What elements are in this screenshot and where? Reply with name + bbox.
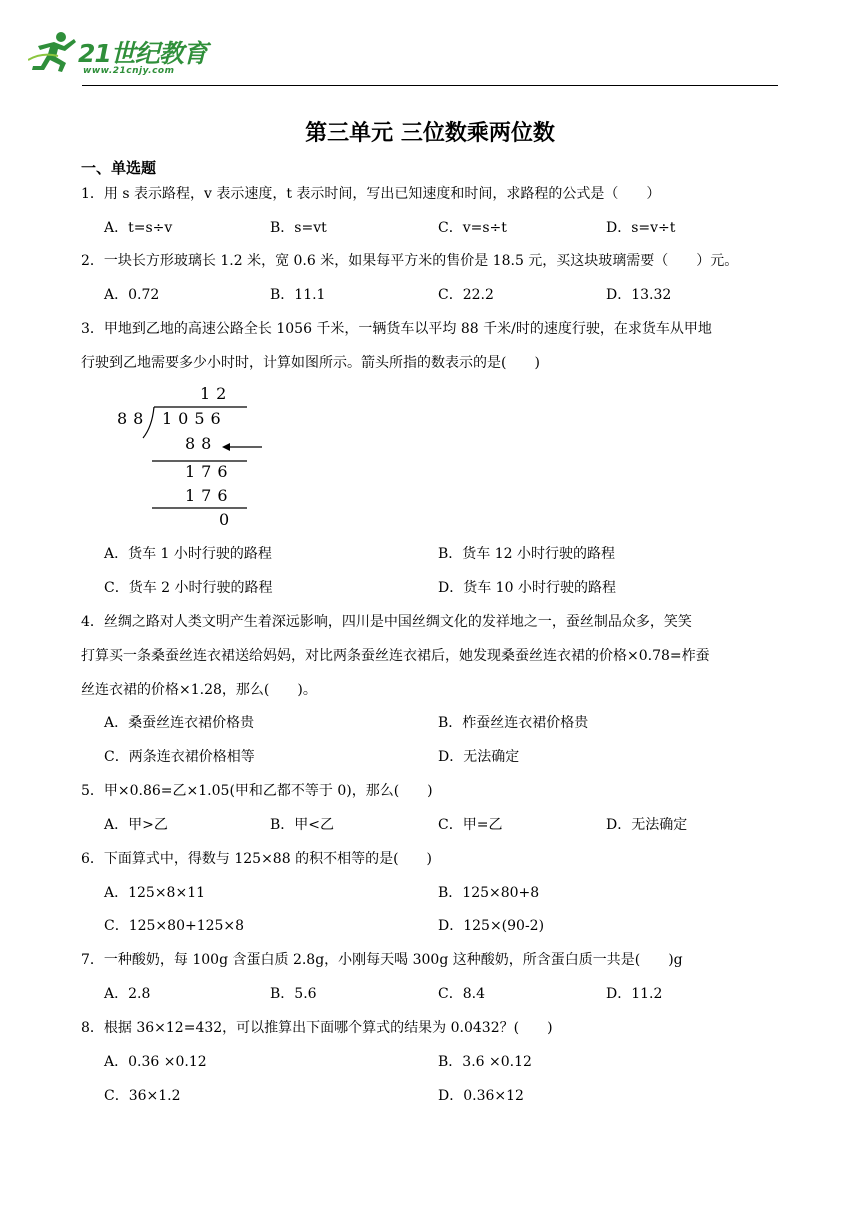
page-title: 第三单元 三位数乘两位数 <box>305 121 555 146</box>
runner-icon <box>28 30 80 74</box>
division-remainder: 0 <box>219 510 236 529</box>
q4-option-b: B．柞蚕丝连衣裙价格贵 <box>438 715 589 731</box>
question-1-text: 1．用 s 表示路程，v 表示速度，t 表示时间，写出已知速度和时间，求路程的公式是（ ） <box>81 186 661 202</box>
section-heading: 一、单选题 <box>81 159 157 177</box>
q7-option-a: A．2.8 <box>104 986 151 1002</box>
q8-option-b: B．3.6 ×0.12 <box>438 1054 532 1070</box>
q6-option-a: A．125×8×11 <box>104 885 206 901</box>
q2-option-a: A．0.72 <box>104 287 160 303</box>
question-5-text: 5．甲×0.86=乙×1.05(甲和乙都不等于 0)，那么( ) <box>81 783 433 799</box>
q7-option-c: C．8.4 <box>438 986 485 1002</box>
question-6-text: 6．下面算式中，得数与 125×88 的积不相等的是( ) <box>81 851 432 867</box>
logo-url: www.21cnjy.com <box>83 66 175 76</box>
q4-option-d: D．无法确定 <box>438 749 520 765</box>
q3-option-d: D．货车 10 小时行驶的路程 <box>438 580 616 596</box>
q8-option-c: C．36×1.2 <box>104 1088 181 1104</box>
question-8-text: 8．根据 36×12=432，可以推算出下面哪个算式的结果为 0.0432？( ) <box>81 1020 553 1036</box>
long-division-diagram <box>112 383 272 533</box>
logo-text: 21世纪教育 <box>78 39 207 68</box>
q1-option-a: A．t=s÷v <box>104 220 173 236</box>
q7-option-d: D．11.2 <box>606 986 663 1002</box>
question-2-text: 2．一块长方形玻璃长 1.2 米，宽 0.6 米，如果每平方米的售价是 18.5 元，买这块玻璃需要（ ）元。 <box>81 253 739 269</box>
division-dividend: 1056 <box>162 409 227 428</box>
question-3-text-line-1: 3．甲地到乙地的高速公路全长 1056 千米，一辆货车以平均 88 千米/时的速度行驶，在求货车从甲地 <box>81 321 712 337</box>
q4-option-c: C．两条连衣裙价格相等 <box>104 749 255 765</box>
division-step-3: 176 <box>185 486 234 505</box>
q6-option-c: C．125×80+125×8 <box>104 918 245 934</box>
q4-option-a: A．桑蚕丝连衣裙价格贵 <box>104 715 255 731</box>
division-step-1: 88 <box>185 434 218 453</box>
q3-option-a: A．货车 1 小时行驶的路程 <box>104 546 272 562</box>
q5-option-a: A．甲>乙 <box>104 817 168 833</box>
q3-option-b: B．货车 12 小时行驶的路程 <box>438 546 616 562</box>
q3-option-c: C．货车 2 小时行驶的路程 <box>104 580 273 596</box>
q1-option-b: B．s=vt <box>270 220 327 236</box>
question-7-text: 7．一种酸奶，每 100g 含蛋白质 2.8g，小刚每天喝 300g 这种酸奶，所含蛋白质一共是( )g <box>81 952 683 968</box>
q8-option-a: A．0.36 ×0.12 <box>104 1054 207 1070</box>
q1-option-d: D．s=v÷t <box>606 220 676 236</box>
question-3-text-line-2: 行驶到乙地需要多少小时时，计算如图所示。箭头所指的数表示的是( ) <box>81 355 540 371</box>
division-divisor: 88 <box>117 409 150 428</box>
q2-option-b: B．11.1 <box>270 287 326 303</box>
q5-option-b: B．甲<乙 <box>270 817 335 833</box>
division-step-2: 176 <box>185 462 234 481</box>
division-quotient: 12 <box>200 384 233 403</box>
q2-option-d: D．13.32 <box>606 287 672 303</box>
q2-option-c: C．22.2 <box>438 287 494 303</box>
q8-option-d: D．0.36×12 <box>438 1088 524 1104</box>
logo <box>28 30 207 80</box>
question-4-text-line-2: 打算买一条桑蚕丝连衣裙送给妈妈，对比两条蚕丝连衣裙后，她发现桑蚕丝连衣裙的价格×0.78=柞蚕 <box>81 648 710 664</box>
q6-option-d: D．125×(90-2) <box>438 918 545 934</box>
q7-option-b: B．5.6 <box>270 986 317 1002</box>
question-4-text-line-1: 4．丝绸之路对人类文明产生着深远影响，四川是中国丝绸文化的发祥地之一，蚕丝制品众多，笑笑 <box>81 614 692 630</box>
q1-option-c: C．v=s÷t <box>438 220 507 236</box>
q5-option-c: C．甲=乙 <box>438 817 503 833</box>
q6-option-b: B．125×80+8 <box>438 885 540 901</box>
division-lines <box>112 383 272 533</box>
arrow-left-icon <box>220 439 264 455</box>
q5-option-d: D．无法确定 <box>606 817 688 833</box>
header-rule <box>82 85 778 86</box>
question-4-text-line-3: 丝连衣裙的价格×1.28，那么( )。 <box>81 682 317 698</box>
